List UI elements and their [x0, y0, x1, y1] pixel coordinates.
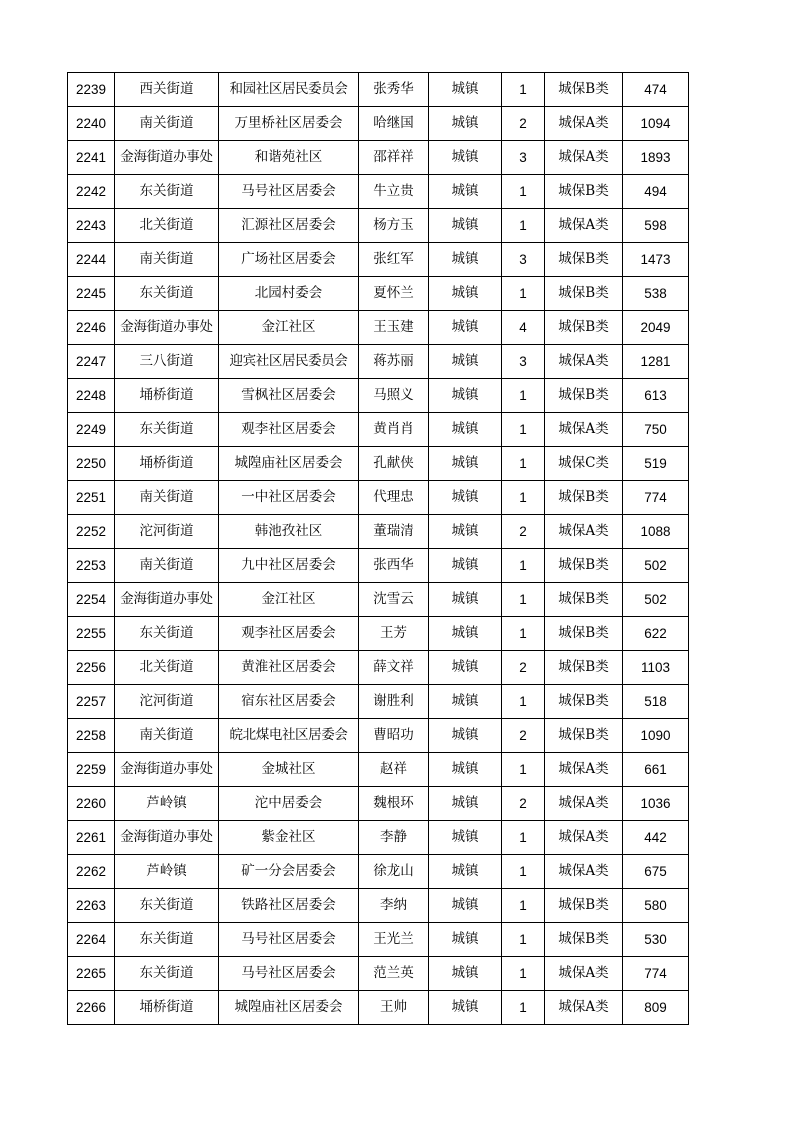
household-count-cell: 1	[502, 413, 545, 447]
category-cell: 城保B类	[545, 175, 623, 209]
row-number: 2246	[68, 311, 115, 345]
table-row	[68, 277, 689, 311]
table-row	[68, 107, 689, 141]
amount-cell: 1094	[623, 107, 689, 141]
category-cell: 城保B类	[545, 583, 623, 617]
area-type-cell: 城镇	[429, 753, 502, 787]
row-number: 2248	[68, 379, 115, 413]
street-cell: 东关街道	[115, 175, 219, 209]
name-cell: 马照义	[359, 379, 429, 413]
table-row	[68, 73, 689, 107]
street-cell: 南关街道	[115, 549, 219, 583]
household-count-cell: 1	[502, 583, 545, 617]
table-row	[68, 243, 689, 277]
area-type-cell: 城镇	[429, 957, 502, 991]
category-cell: 城保A类	[545, 107, 623, 141]
name-cell: 代理忠	[359, 481, 429, 515]
area-type-cell: 城镇	[429, 209, 502, 243]
row-number: 2240	[68, 107, 115, 141]
table-row	[68, 311, 689, 345]
row-number: 2262	[68, 855, 115, 889]
category-cell: 城保B类	[545, 685, 623, 719]
table-row	[68, 991, 689, 1025]
category-cell: 城保A类	[545, 413, 623, 447]
category-cell: 城保A类	[545, 209, 623, 243]
area-type-cell: 城镇	[429, 787, 502, 821]
community-cell: 紫金社区	[219, 821, 359, 855]
category-cell: 城保A类	[545, 787, 623, 821]
street-cell: 东关街道	[115, 957, 219, 991]
amount-cell: 774	[623, 481, 689, 515]
street-cell: 北关街道	[115, 651, 219, 685]
street-cell: 东关街道	[115, 277, 219, 311]
community-cell: 观李社区居委会	[219, 413, 359, 447]
row-number: 2243	[68, 209, 115, 243]
area-type-cell: 城镇	[429, 243, 502, 277]
row-number: 2250	[68, 447, 115, 481]
area-type-cell: 城镇	[429, 311, 502, 345]
category-cell: 城保A类	[545, 345, 623, 379]
household-count-cell: 1	[502, 923, 545, 957]
amount-cell: 1036	[623, 787, 689, 821]
row-number: 2245	[68, 277, 115, 311]
community-cell: 沱中居委会	[219, 787, 359, 821]
area-type-cell: 城镇	[429, 583, 502, 617]
row-number: 2247	[68, 345, 115, 379]
table-row	[68, 651, 689, 685]
street-cell: 埇桥街道	[115, 447, 219, 481]
street-cell: 南关街道	[115, 719, 219, 753]
roster-body	[68, 73, 689, 1025]
category-cell: 城保A类	[545, 855, 623, 889]
street-cell: 南关街道	[115, 481, 219, 515]
name-cell: 黄肖肖	[359, 413, 429, 447]
community-cell: 九中社区居委会	[219, 549, 359, 583]
area-type-cell: 城镇	[429, 345, 502, 379]
community-cell: 宿东社区居委会	[219, 685, 359, 719]
community-cell: 和谐苑社区	[219, 141, 359, 175]
household-count-cell: 1	[502, 889, 545, 923]
name-cell: 张红军	[359, 243, 429, 277]
street-cell: 金海街道办事处	[115, 583, 219, 617]
household-count-cell: 2	[502, 107, 545, 141]
street-cell: 埇桥街道	[115, 991, 219, 1025]
amount-cell: 1103	[623, 651, 689, 685]
household-count-cell: 2	[502, 651, 545, 685]
table-row	[68, 209, 689, 243]
row-number: 2251	[68, 481, 115, 515]
name-cell: 哈继国	[359, 107, 429, 141]
area-type-cell: 城镇	[429, 175, 502, 209]
name-cell: 曹昭功	[359, 719, 429, 753]
category-cell: 城保B类	[545, 651, 623, 685]
household-count-cell: 1	[502, 685, 545, 719]
community-cell: 和园社区居民委员会	[219, 73, 359, 107]
household-count-cell: 1	[502, 447, 545, 481]
amount-cell: 442	[623, 821, 689, 855]
community-cell: 金江社区	[219, 311, 359, 345]
community-cell: 金城社区	[219, 753, 359, 787]
area-type-cell: 城镇	[429, 617, 502, 651]
table-row	[68, 753, 689, 787]
amount-cell: 1088	[623, 515, 689, 549]
row-number: 2244	[68, 243, 115, 277]
table-row	[68, 379, 689, 413]
category-cell: 城保A类	[545, 515, 623, 549]
name-cell: 王帅	[359, 991, 429, 1025]
area-type-cell: 城镇	[429, 141, 502, 175]
name-cell: 李纳	[359, 889, 429, 923]
household-count-cell: 1	[502, 821, 545, 855]
area-type-cell: 城镇	[429, 515, 502, 549]
amount-cell: 1893	[623, 141, 689, 175]
table-row	[68, 719, 689, 753]
area-type-cell: 城镇	[429, 277, 502, 311]
category-cell: 城保C类	[545, 447, 623, 481]
roster-table	[67, 72, 689, 1025]
table-row	[68, 889, 689, 923]
street-cell: 沱河街道	[115, 515, 219, 549]
household-count-cell: 1	[502, 379, 545, 413]
community-cell: 一中社区居委会	[219, 481, 359, 515]
row-number: 2253	[68, 549, 115, 583]
street-cell: 金海街道办事处	[115, 141, 219, 175]
table-row	[68, 957, 689, 991]
name-cell: 沈雪云	[359, 583, 429, 617]
amount-cell: 474	[623, 73, 689, 107]
row-number: 2260	[68, 787, 115, 821]
category-cell: 城保B类	[545, 923, 623, 957]
category-cell: 城保B类	[545, 549, 623, 583]
amount-cell: 1090	[623, 719, 689, 753]
table-row	[68, 787, 689, 821]
amount-cell: 538	[623, 277, 689, 311]
area-type-cell: 城镇	[429, 413, 502, 447]
community-cell: 马号社区居委会	[219, 923, 359, 957]
amount-cell: 809	[623, 991, 689, 1025]
name-cell: 王芳	[359, 617, 429, 651]
area-type-cell: 城镇	[429, 481, 502, 515]
community-cell: 北园村委会	[219, 277, 359, 311]
amount-cell: 580	[623, 889, 689, 923]
category-cell: 城保A类	[545, 991, 623, 1025]
area-type-cell: 城镇	[429, 447, 502, 481]
name-cell: 徐龙山	[359, 855, 429, 889]
community-cell: 皖北煤电社区居委会	[219, 719, 359, 753]
street-cell: 东关街道	[115, 923, 219, 957]
area-type-cell: 城镇	[429, 991, 502, 1025]
row-number: 2256	[68, 651, 115, 685]
row-number: 2254	[68, 583, 115, 617]
street-cell: 芦岭镇	[115, 787, 219, 821]
amount-cell: 494	[623, 175, 689, 209]
amount-cell: 750	[623, 413, 689, 447]
category-cell: 城保A类	[545, 753, 623, 787]
amount-cell: 661	[623, 753, 689, 787]
area-type-cell: 城镇	[429, 379, 502, 413]
area-type-cell: 城镇	[429, 107, 502, 141]
community-cell: 金江社区	[219, 583, 359, 617]
household-count-cell: 1	[502, 617, 545, 651]
community-cell: 观李社区居委会	[219, 617, 359, 651]
household-count-cell: 1	[502, 209, 545, 243]
name-cell: 王玉建	[359, 311, 429, 345]
street-cell: 北关街道	[115, 209, 219, 243]
table-row	[68, 821, 689, 855]
household-count-cell: 1	[502, 957, 545, 991]
name-cell: 牛立贵	[359, 175, 429, 209]
table-row	[68, 923, 689, 957]
category-cell: 城保B类	[545, 311, 623, 345]
row-number: 2263	[68, 889, 115, 923]
area-type-cell: 城镇	[429, 651, 502, 685]
row-number: 2252	[68, 515, 115, 549]
community-cell: 矿一分会居委会	[219, 855, 359, 889]
name-cell: 谢胜利	[359, 685, 429, 719]
area-type-cell: 城镇	[429, 719, 502, 753]
community-cell: 马号社区居委会	[219, 957, 359, 991]
community-cell: 迎宾社区居民委员会	[219, 345, 359, 379]
household-count-cell: 1	[502, 73, 545, 107]
category-cell: 城保B类	[545, 243, 623, 277]
category-cell: 城保B类	[545, 889, 623, 923]
name-cell: 李静	[359, 821, 429, 855]
household-count-cell: 1	[502, 175, 545, 209]
community-cell: 马号社区居委会	[219, 175, 359, 209]
category-cell: 城保B类	[545, 719, 623, 753]
area-type-cell: 城镇	[429, 923, 502, 957]
row-number: 2264	[68, 923, 115, 957]
amount-cell: 622	[623, 617, 689, 651]
area-type-cell: 城镇	[429, 855, 502, 889]
community-cell: 铁路社区居委会	[219, 889, 359, 923]
amount-cell: 1473	[623, 243, 689, 277]
row-number: 2255	[68, 617, 115, 651]
amount-cell: 598	[623, 209, 689, 243]
table-row	[68, 855, 689, 889]
name-cell: 王光兰	[359, 923, 429, 957]
household-count-cell: 1	[502, 481, 545, 515]
household-count-cell: 2	[502, 787, 545, 821]
street-cell: 沱河街道	[115, 685, 219, 719]
community-cell: 万里桥社区居委会	[219, 107, 359, 141]
household-count-cell: 3	[502, 141, 545, 175]
table-row	[68, 141, 689, 175]
name-cell: 魏根环	[359, 787, 429, 821]
name-cell: 邵祥祥	[359, 141, 429, 175]
row-number: 2242	[68, 175, 115, 209]
name-cell: 杨方玉	[359, 209, 429, 243]
category-cell: 城保B类	[545, 481, 623, 515]
street-cell: 南关街道	[115, 107, 219, 141]
amount-cell: 675	[623, 855, 689, 889]
street-cell: 金海街道办事处	[115, 753, 219, 787]
community-cell: 城隍庙社区居委会	[219, 447, 359, 481]
street-cell: 芦岭镇	[115, 855, 219, 889]
household-count-cell: 3	[502, 345, 545, 379]
name-cell: 孔献侠	[359, 447, 429, 481]
community-cell: 韩池孜社区	[219, 515, 359, 549]
community-cell: 黄淮社区居委会	[219, 651, 359, 685]
row-number: 2259	[68, 753, 115, 787]
table-row	[68, 685, 689, 719]
row-number: 2249	[68, 413, 115, 447]
amount-cell: 502	[623, 549, 689, 583]
area-type-cell: 城镇	[429, 821, 502, 855]
area-type-cell: 城镇	[429, 549, 502, 583]
name-cell: 赵祥	[359, 753, 429, 787]
area-type-cell: 城镇	[429, 685, 502, 719]
table-row	[68, 481, 689, 515]
community-cell: 雪枫社区居委会	[219, 379, 359, 413]
name-cell: 夏怀兰	[359, 277, 429, 311]
amount-cell: 502	[623, 583, 689, 617]
household-count-cell: 3	[502, 243, 545, 277]
area-type-cell: 城镇	[429, 889, 502, 923]
row-number: 2265	[68, 957, 115, 991]
community-cell: 汇源社区居委会	[219, 209, 359, 243]
table-row	[68, 583, 689, 617]
street-cell: 金海街道办事处	[115, 311, 219, 345]
amount-cell: 613	[623, 379, 689, 413]
street-cell: 南关街道	[115, 243, 219, 277]
table-row	[68, 413, 689, 447]
household-count-cell: 1	[502, 277, 545, 311]
table-row	[68, 175, 689, 209]
street-cell: 埇桥街道	[115, 379, 219, 413]
household-count-cell: 4	[502, 311, 545, 345]
category-cell: 城保B类	[545, 379, 623, 413]
name-cell: 张西华	[359, 549, 429, 583]
row-number: 2261	[68, 821, 115, 855]
row-number: 2258	[68, 719, 115, 753]
street-cell: 西关街道	[115, 73, 219, 107]
area-type-cell: 城镇	[429, 73, 502, 107]
community-cell: 城隍庙社区居委会	[219, 991, 359, 1025]
category-cell: 城保B类	[545, 277, 623, 311]
amount-cell: 530	[623, 923, 689, 957]
row-number: 2266	[68, 991, 115, 1025]
row-number: 2241	[68, 141, 115, 175]
household-count-cell: 2	[502, 719, 545, 753]
name-cell: 董瑞清	[359, 515, 429, 549]
street-cell: 三八街道	[115, 345, 219, 379]
table-row	[68, 345, 689, 379]
name-cell: 范兰英	[359, 957, 429, 991]
category-cell: 城保A类	[545, 957, 623, 991]
street-cell: 东关街道	[115, 617, 219, 651]
household-count-cell: 1	[502, 753, 545, 787]
name-cell: 薛文祥	[359, 651, 429, 685]
street-cell: 东关街道	[115, 413, 219, 447]
household-count-cell: 1	[502, 855, 545, 889]
name-cell: 蒋苏丽	[359, 345, 429, 379]
amount-cell: 2049	[623, 311, 689, 345]
household-count-cell: 2	[502, 515, 545, 549]
table-row	[68, 515, 689, 549]
amount-cell: 1281	[623, 345, 689, 379]
table-row	[68, 549, 689, 583]
row-number: 2239	[68, 73, 115, 107]
category-cell: 城保B类	[545, 73, 623, 107]
community-cell: 广场社区居委会	[219, 243, 359, 277]
amount-cell: 519	[623, 447, 689, 481]
household-count-cell: 1	[502, 549, 545, 583]
table-row	[68, 617, 689, 651]
category-cell: 城保A类	[545, 141, 623, 175]
street-cell: 东关街道	[115, 889, 219, 923]
category-cell: 城保A类	[545, 821, 623, 855]
amount-cell: 518	[623, 685, 689, 719]
category-cell: 城保B类	[545, 617, 623, 651]
row-number: 2257	[68, 685, 115, 719]
amount-cell: 774	[623, 957, 689, 991]
name-cell: 张秀华	[359, 73, 429, 107]
street-cell: 金海街道办事处	[115, 821, 219, 855]
household-count-cell: 1	[502, 991, 545, 1025]
table-row	[68, 447, 689, 481]
